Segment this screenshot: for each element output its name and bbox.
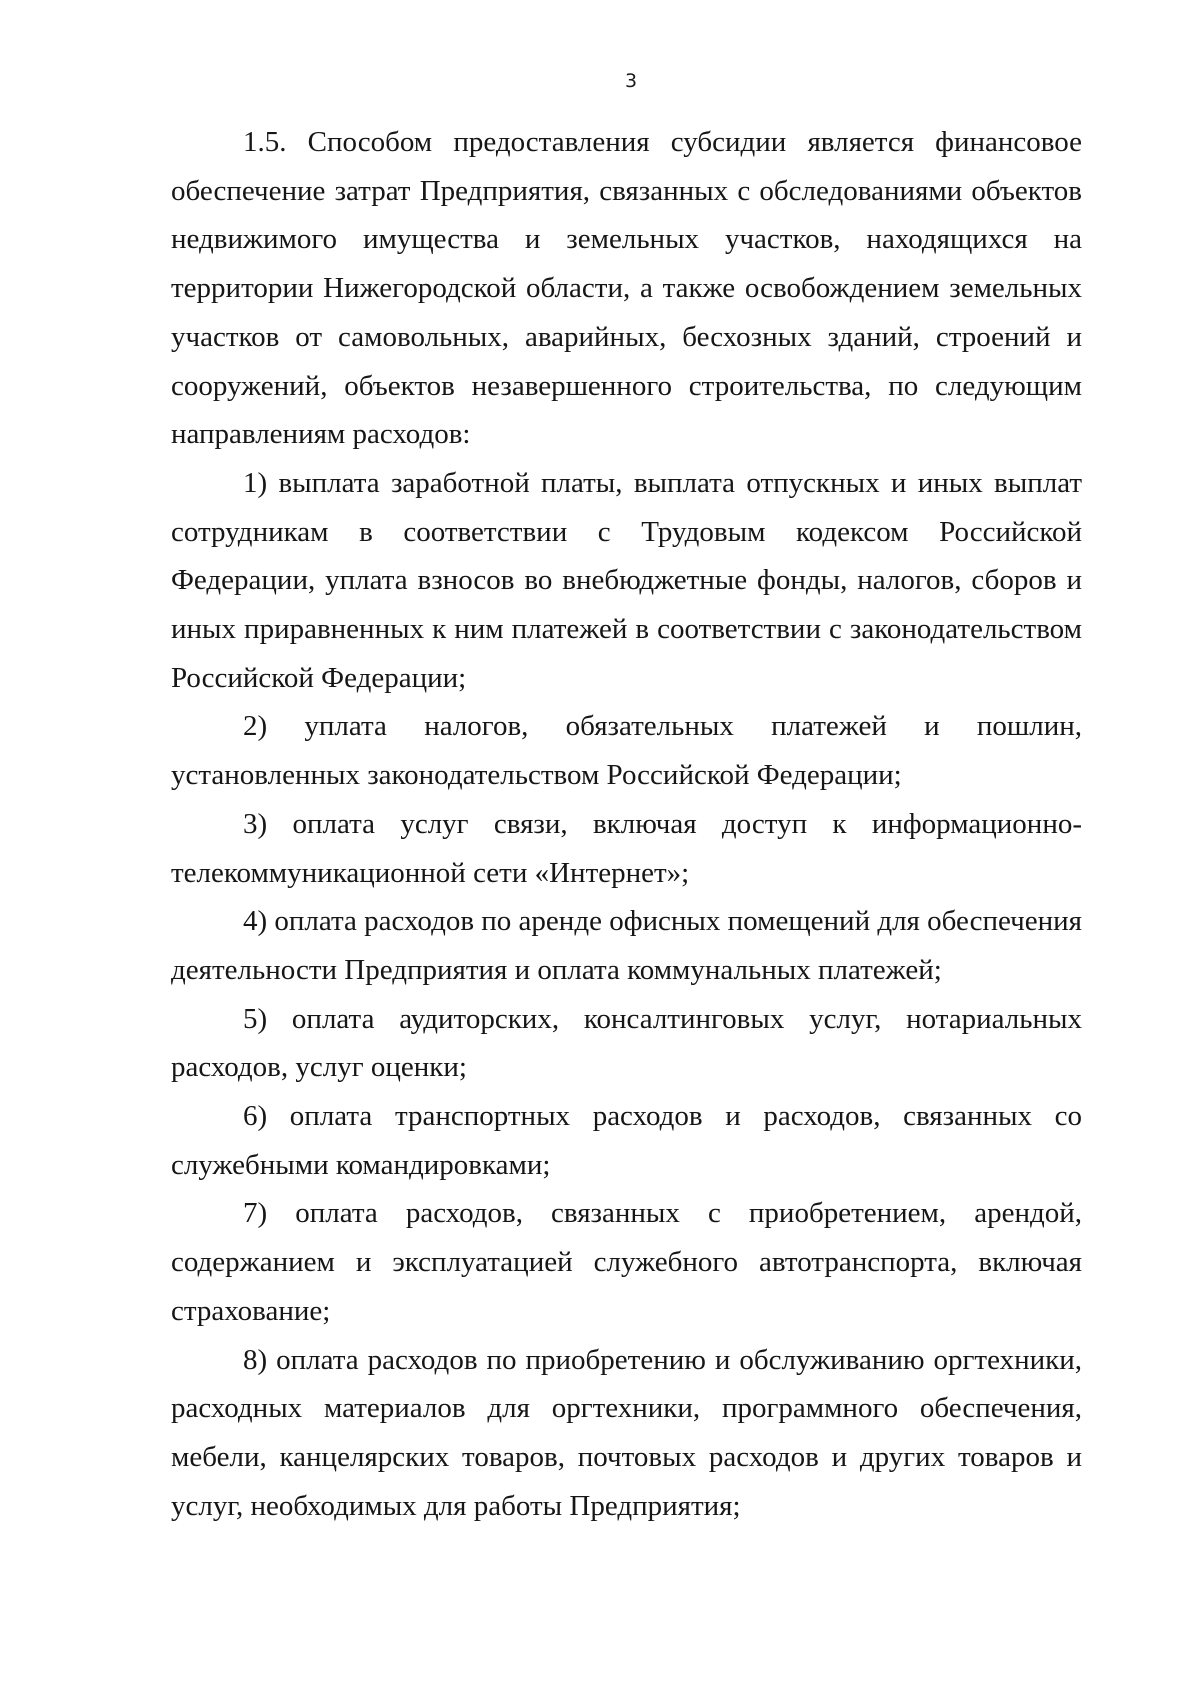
- list-item-7: 7) оплата расходов, связанных с приобретением, арендой, содержанием и эксплуатацией служебного автотранспорта, включая страхование;: [171, 1197, 1082, 1327]
- list-item-4: 4) оплата расходов по аренде офисных помещений для обеспечения деятельности Предприятия и оплата коммунальных платежей;: [171, 905, 1082, 986]
- page-number: 3: [624, 70, 638, 92]
- list-item-5: 5) оплата аудиторских, консалтинговых услуг, нотариальных расходов, услуг оценки;: [171, 1002, 1082, 1084]
- document-body: [171, 118, 1082, 1530]
- list-item-8: 8) оплата расходов по приобретению и обслуживанию оргтехники, расходных материалов для оргтехники, программного обеспечения, мебели, канцелярских товаров, почтовых расходов и других товаров и услуг, необходимых для работы Предприятия;: [171, 1343, 1082, 1522]
- list-item-2: 2) уплата налогов, обязательных платежей и пошлин, установленных законодательством Российской Федерации;: [171, 710, 1082, 792]
- list-item-6: 6) оплата транспортных расходов и расходов, связанных со служебными командировками;: [171, 1100, 1082, 1181]
- paragraph-1-5: 1.5. Способом предоставления субсидии является финансовое обеспечение затрат Предприятия, связанных с обследованиями объектов недвижимого имущества и земельных участков, находящихся на территории Нижегородской области, а также освобождением земельных участков от самовольных, аварийных, бесхозных зданий, строений и сооружений, объектов незавершенного строительства, по следующим направлениям расходов:: [171, 126, 1082, 451]
- list-item-3: 3) оплата услуг связи, включая доступ к информационно-телекоммуникационной сети «Интернет»;: [171, 807, 1082, 889]
- list-item-1: 1) выплата заработной платы, выплата отпускных и иных выплат сотрудникам в соответствии с Трудовым кодексом Российской Федерации, уплата взносов во внебюджетные фонды, налогов, сборов и иных приравненных к ним платежей в соответствии с законодательством Российской Федерации;: [171, 466, 1082, 694]
